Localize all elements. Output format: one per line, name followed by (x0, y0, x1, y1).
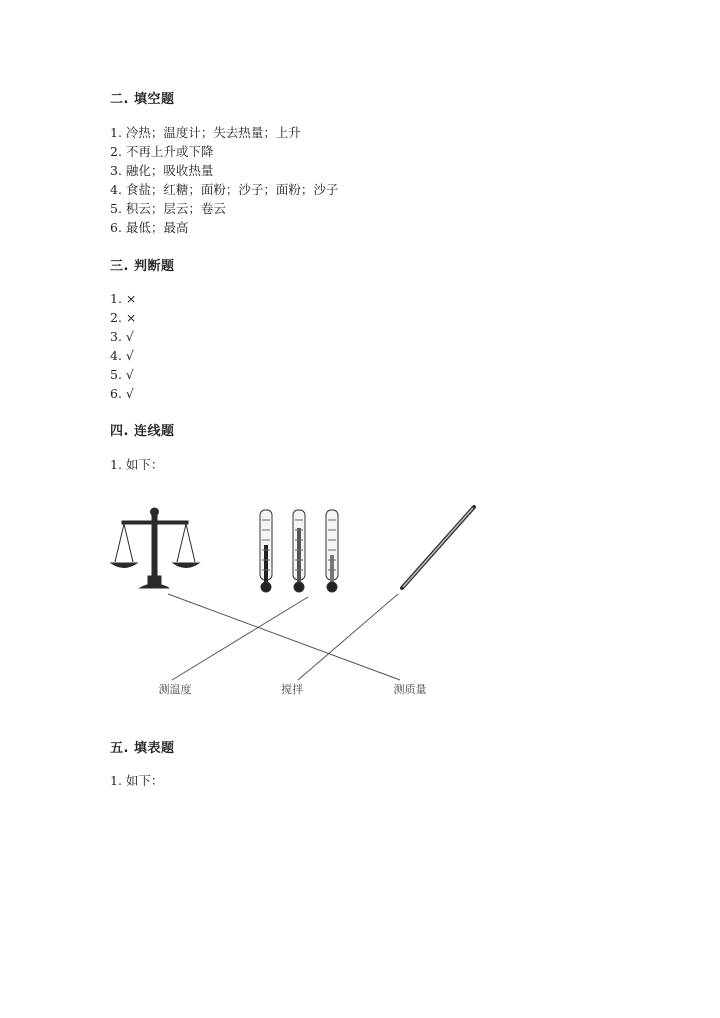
section-title-fill-blank: 二. 填空题 (110, 92, 175, 107)
answer-line: 1. 如下： (110, 773, 164, 788)
label-measure-mass: 测质量 (393, 683, 427, 696)
answer-line: 5. √ (110, 367, 134, 382)
label-stir: 搅拌 (281, 683, 303, 696)
answer-line: 4. 食盐；红糖；面粉；沙子；面粉；沙子 (110, 182, 339, 197)
balance-scale-icon (111, 508, 199, 588)
thermometers-icon (260, 510, 338, 592)
section-title-matching: 四. 连线题 (110, 424, 175, 439)
answer-line: 6. 最低；最高 (110, 220, 189, 235)
answer-line: 1. 如下： (110, 457, 164, 472)
answer-line: 3. √ (110, 329, 134, 344)
answer-line: 2. × (110, 310, 137, 325)
section-title-true-false: 三. 判断题 (110, 259, 175, 274)
answer-line: 4. √ (110, 348, 134, 363)
answer-line: 3. 融化；吸收热量 (110, 163, 214, 178)
answer-line: 1. × (110, 291, 137, 306)
matching-figure (100, 500, 500, 705)
label-measure-temperature: 测温度 (158, 683, 192, 696)
answer-line: 1. 冷热；温度计；失去热量；上升 (110, 125, 301, 140)
connect-line-scale-mass (168, 594, 400, 680)
section-title-fill-table: 五. 填表题 (110, 741, 175, 756)
answer-line: 5. 积云；层云；卷云 (110, 201, 226, 216)
answer-line: 2. 不再上升或下降 (110, 144, 214, 159)
stirring-rod-icon (402, 507, 474, 588)
answer-line: 6. √ (110, 386, 134, 401)
connect-line-rod-stir (298, 594, 398, 680)
